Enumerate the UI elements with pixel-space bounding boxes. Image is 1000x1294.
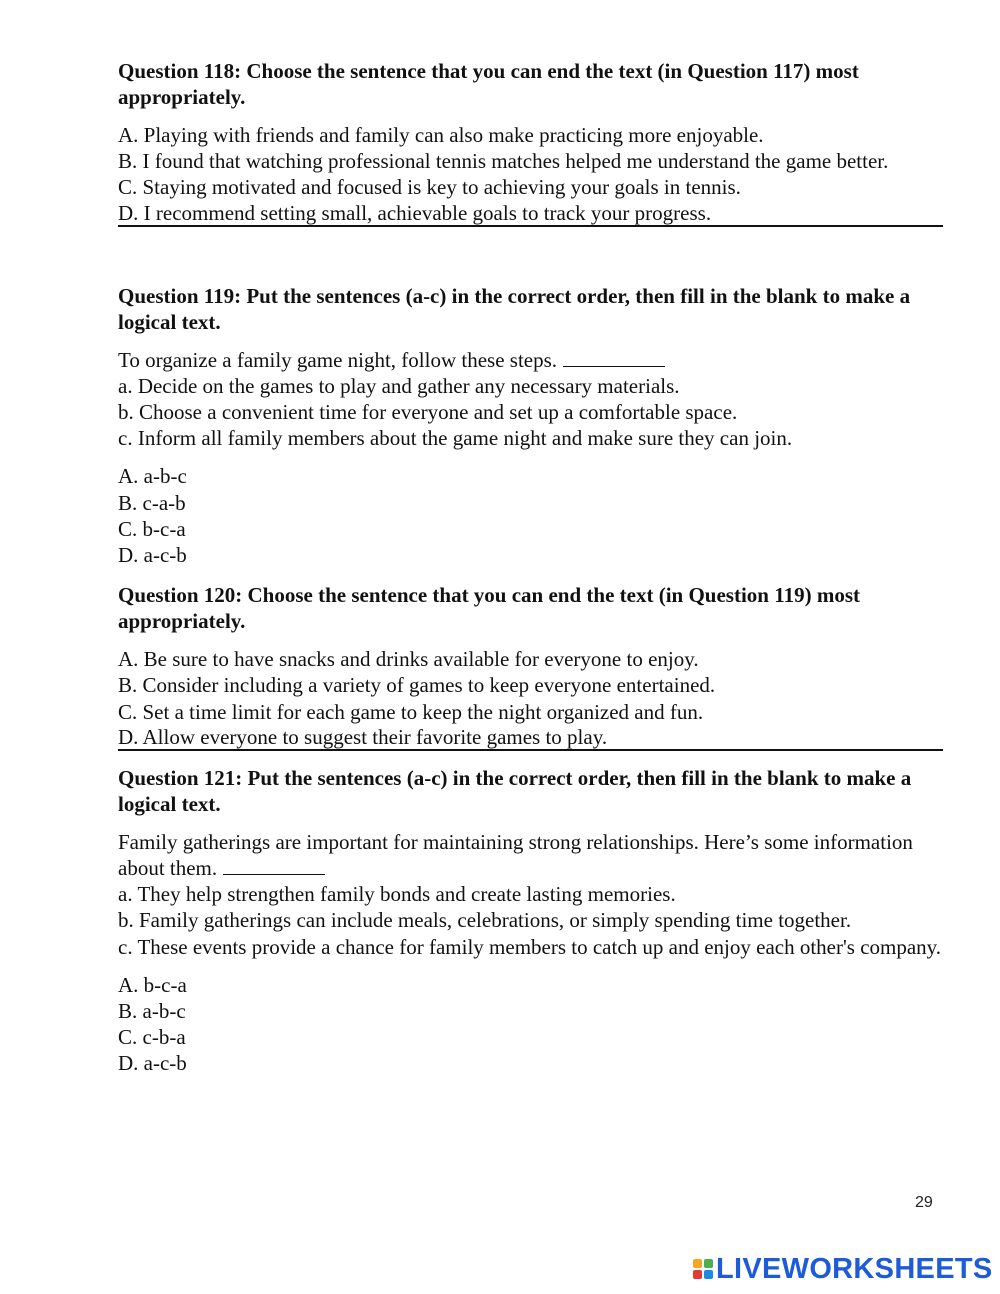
answer-options bbox=[118, 646, 943, 751]
logo-square bbox=[704, 1259, 713, 1268]
worksheet-page bbox=[118, 58, 943, 1077]
option-a[interactable]: A. Playing with friends and family can also make practicing more enjoyable. bbox=[118, 123, 764, 147]
page-number: 29 bbox=[915, 1194, 933, 1211]
fill-blank[interactable] bbox=[563, 348, 665, 367]
liveworksheets-logo[interactable] bbox=[693, 1253, 993, 1285]
passage-intro: Family gatherings are important for maintaining strong relationships. Here’s some information about them. bbox=[118, 829, 913, 881]
sentence-a: a. Decide on the games to play and gather any necessary materials. bbox=[118, 373, 680, 398]
logo-square bbox=[704, 1270, 713, 1279]
question-title: Question 120: Choose the sentence that you can end the text (in Question 119) most appropriately. bbox=[118, 583, 860, 634]
fill-blank[interactable] bbox=[223, 856, 325, 875]
sentence-c: c. Inform all family members about the game night and make sure they can join. bbox=[118, 426, 793, 451]
sentence-b: b. Family gatherings can include meals, celebrations, or simply spending time together. bbox=[118, 908, 852, 933]
option-d[interactable]: D. Allow everyone to suggest their favorite games to play. bbox=[118, 725, 943, 751]
answer-options bbox=[118, 463, 943, 568]
question-119 bbox=[118, 283, 943, 569]
option-b[interactable]: B. I found that watching professional tennis matches helped me understand the game better. bbox=[118, 149, 889, 174]
sentence-a: a. They help strengthen family bonds and create lasting memories. bbox=[118, 882, 676, 907]
option-d[interactable]: D. I recommend setting small, achievable goals to track your progress. bbox=[118, 201, 943, 227]
option-d[interactable]: D. a-c-b bbox=[118, 543, 187, 568]
question-title: Question 119: Put the sentences (a-c) in the correct order, then fill in the blank to make a logical text. bbox=[118, 283, 911, 334]
passage bbox=[118, 829, 943, 960]
sentence-b: b. Choose a convenient time for everyone and set up a comfortable space. bbox=[118, 400, 738, 425]
sentence-c: c. These events provide a chance for family members to catch up and enjoy each other's company. bbox=[118, 934, 942, 959]
option-b[interactable]: B. c-a-b bbox=[118, 490, 186, 515]
question-title: Question 121: Put the sentences (a-c) in the correct order, then fill in the blank to make a logical text. bbox=[118, 765, 912, 816]
question-120 bbox=[118, 582, 943, 751]
passage bbox=[118, 347, 943, 452]
question-118 bbox=[118, 58, 943, 227]
option-a[interactable]: A. a-b-c bbox=[118, 464, 187, 489]
option-c[interactable]: C. Set a time limit for each game to keep the night organized and fun. bbox=[118, 699, 704, 724]
option-c[interactable]: C. b-c-a bbox=[118, 516, 186, 541]
question-title: Question 118: Choose the sentence that you can end the text (in Question 117) most appropriately. bbox=[118, 59, 859, 109]
option-a[interactable]: A. Be sure to have snacks and drinks available for everyone to enjoy. bbox=[118, 647, 699, 672]
answer-options bbox=[118, 972, 943, 1077]
logo-square bbox=[693, 1259, 702, 1268]
option-b[interactable]: B. Consider including a variety of games to keep everyone entertained. bbox=[118, 673, 716, 698]
option-a[interactable]: A. b-c-a bbox=[118, 972, 187, 997]
option-b[interactable]: B. a-b-c bbox=[118, 999, 186, 1024]
option-c[interactable]: C. c-b-a bbox=[118, 1025, 186, 1050]
question-121 bbox=[118, 765, 943, 1077]
option-d[interactable]: D. a-c-b bbox=[118, 1051, 187, 1076]
option-c[interactable]: C. Staying motivated and focused is key to achieving your goals in tennis. bbox=[118, 175, 741, 200]
liveworksheets-logo-icon bbox=[693, 1259, 713, 1279]
logo-square bbox=[693, 1270, 702, 1279]
passage-intro: To organize a family game night, follow these steps. bbox=[118, 347, 943, 373]
answer-options bbox=[118, 122, 943, 227]
brand-name: LIVEWORKSHEETS bbox=[716, 1252, 993, 1285]
